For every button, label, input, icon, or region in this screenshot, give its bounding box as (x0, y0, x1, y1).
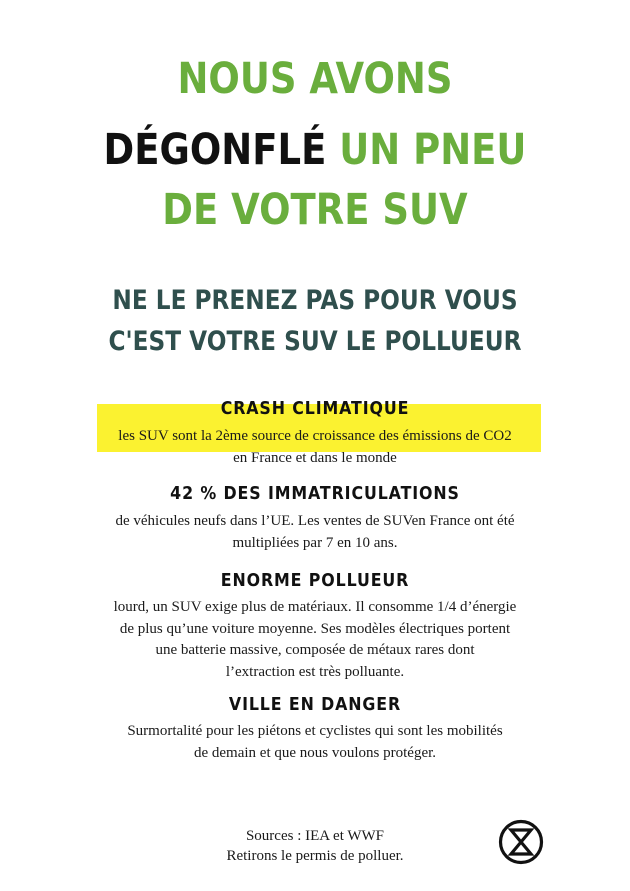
section-body-line: les SUV sont la 2ème source de croissance des émissions de CO2 (118, 428, 512, 444)
section-body-line: l’extraction est très polluante. (225, 663, 405, 680)
headline-line-3: DE VOTRE SUV (162, 185, 468, 235)
section-body-line: de plus qu’une voiture moyenne. Ses modèles électriques portent (119, 620, 511, 637)
section-title-immatriculations: 42 % DES IMMATRICULATIONS (170, 483, 460, 504)
section-body-line: de demain et que nous voulons protéger. (193, 744, 437, 761)
headline-line-1: NOUS AVONS (177, 54, 453, 104)
section-body-line: de véhicules neufs dans l’UE. Les ventes de SUVen France ont été (115, 513, 515, 529)
subheadline-line-1: NE LE PRENEZ PAS POUR VOUS (112, 285, 518, 316)
section-body-crash-climatique (0, 426, 630, 469)
section-body-line: Surmortalité pour les piétons et cyclistes qui sont les mobilités (127, 723, 503, 739)
section-body-line: lourd, un SUV exige plus de matériaux. Il consomme 1/4 d’énergie (113, 599, 517, 615)
section-body-line: une batterie massive, composée de métaux rares dont (155, 642, 475, 658)
headline-line-2 (44, 125, 586, 175)
headline-words-un-pneu: UN PNEU (339, 125, 527, 175)
section-body-immatriculations (0, 511, 630, 554)
section-title-enorme-pollueur: ENORME POLLUEUR (220, 570, 410, 591)
footer-slogan: Retirons le permis de polluer. (226, 848, 404, 864)
section-body-line: multipliées par 7 en 10 ans. (232, 534, 398, 551)
extinction-symbol-icon (497, 818, 545, 866)
section-title-crash-climatique: CRASH CLIMATIQUE (220, 398, 410, 419)
section-body-line: en France et dans le monde (233, 449, 397, 466)
section-title-ville-en-danger: VILLE EN DANGER (228, 694, 402, 715)
subheadline-line-2: C'EST VOTRE SUV LE POLLUEUR (108, 326, 522, 357)
footer-sources: Sources : IEA et WWF (245, 828, 385, 844)
section-body-ville-en-danger (0, 721, 630, 764)
headline-word-degonfle: DÉGONFLÉ (103, 125, 327, 175)
section-body-enorme-pollueur (0, 597, 630, 683)
